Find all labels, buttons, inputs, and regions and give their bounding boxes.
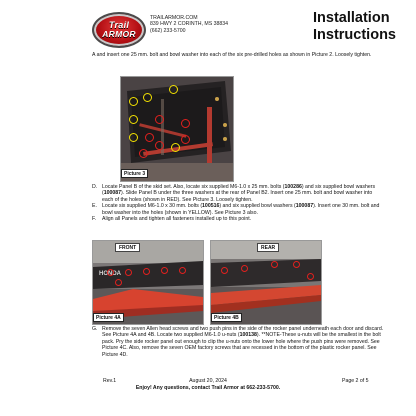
trail-armor-logo	[92, 12, 146, 48]
part-number: 100138	[239, 332, 257, 339]
step-text: Locate Panel B of the skid set. Also, locate six supplied M6-1.0 x 25 mm. bolts (	[102, 184, 285, 190]
picture-4b	[210, 240, 322, 325]
footer-page-number: Page 2 of 5	[342, 378, 369, 384]
company-contact	[150, 15, 228, 34]
step-text: Remove the seven Allen head screws and two push pins in the side of the rocker panel underneath each door and discard. See Picture 4A and 4B. Locate two supplied M6-1.0 u-nuts (	[102, 326, 384, 339]
part-number: 100087	[295, 203, 314, 210]
logo-line2: ARMOR	[102, 29, 136, 40]
title-line2: Instructions	[313, 27, 396, 43]
picture-4b-illustration	[211, 241, 321, 324]
company-website: TRAILARMOR.COM	[150, 15, 198, 21]
picture-3	[120, 76, 234, 182]
step-f	[92, 216, 384, 222]
company-address: 839 HWY 2 CORINTH, MS 38834	[150, 21, 229, 28]
step-text: Locate six supplied M6-1.0 x 30 mm. bolts (	[102, 203, 203, 210]
picture-4a	[92, 240, 204, 325]
page-title	[313, 10, 396, 44]
honda-lettering: HONDA	[99, 271, 121, 277]
footer-contact: Enjoy! Any questions, contact Trail Armor at 662-233-5700.	[135, 384, 281, 391]
picture-4a-caption: Picture 4A	[93, 313, 124, 322]
step-label: D.	[92, 184, 98, 190]
picture-4a-illustration	[93, 241, 203, 324]
intro-paragraph: A and insert one 25 mm. bolt and bowl washer into each of the six pre-drilled holes as shown in Picture 2. Loosely tighten.	[92, 52, 372, 58]
step-text: ) and six supplied bowl washers (	[102, 184, 376, 197]
part-number: 100286	[284, 184, 302, 190]
step-text: ) and six supplied bowl washers (	[219, 203, 296, 210]
picture-4b-tag: REAR	[257, 243, 279, 252]
step-g	[92, 326, 384, 358]
part-number: 100087	[103, 190, 122, 197]
picture-4a-tag: FRONT	[115, 243, 140, 252]
step-d	[92, 184, 384, 203]
step-label: E.	[92, 203, 97, 210]
part-number: 100516	[202, 203, 220, 210]
title-line1: Installation	[313, 10, 390, 26]
footer-revision: Rev.1	[103, 378, 117, 384]
footer-date: August 20, 2024	[189, 378, 227, 384]
step-text: Align all Panels and tighten all fasteners installed up to this point.	[102, 216, 252, 223]
step-label: F.	[92, 216, 97, 223]
step-label: G.	[92, 326, 98, 332]
step-text: ). **NOTE-These u-nuts will be the smallest in the bolt pack. Pry the side rocker panel out enough to clip the u-nuts onto the lower hole where the push pins were removed. See Picture 4C. Also, remove the seven OEM factory screws that are recessed in the bottom of the plastic rocker panel. See Picture 4D.	[102, 332, 381, 358]
step-e	[92, 203, 384, 216]
picture-3-illustration	[121, 77, 233, 181]
step-text: ). Slide Panel B under the three washers at the rear of Panel B2. Insert one 25 mm. bolt and bowl washer into each of the holes (shown in RED). See Picture 3. Loosely tighten.	[102, 190, 373, 203]
picture-3-caption: Picture 3	[121, 169, 148, 178]
logo-line1: Trail	[108, 20, 130, 31]
picture-4b-caption: Picture 4B	[211, 313, 242, 322]
company-phone: (662) 233-5700	[150, 27, 186, 34]
steps-list	[92, 184, 384, 222]
step-text: ). Insert one 30 mm. bolt and bowl washer into the holes (shown in YELLOW). See Picture 3 also.	[102, 203, 380, 216]
